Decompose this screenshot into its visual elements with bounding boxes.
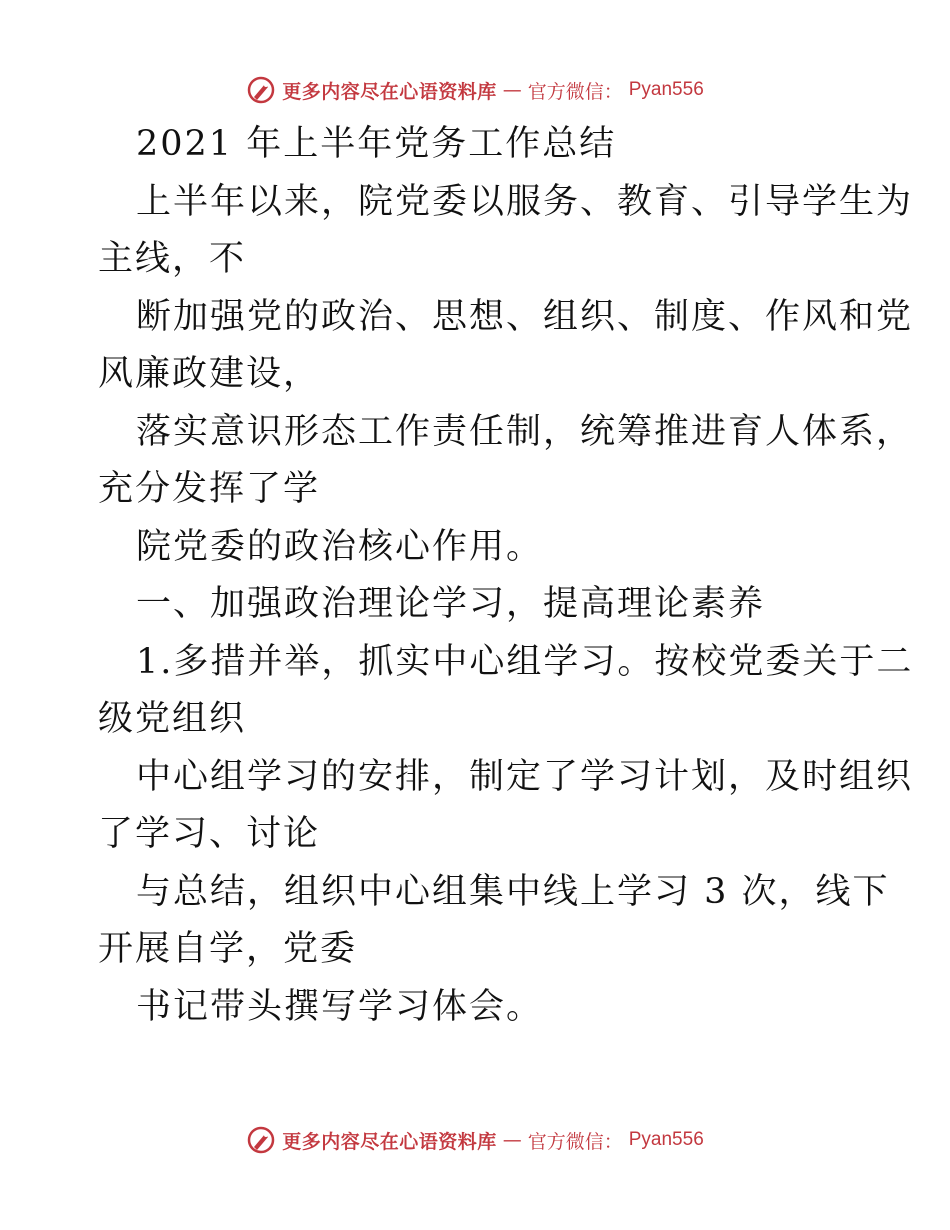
watermark-label: 官方微信： [527,80,623,103]
watermark-wechat-id: Pyan556 [628,1129,704,1150]
section-heading: 一、加强政治理论学习，提高理论素养 [136,584,766,624]
paragraph-line: 上半年以来，院党委以服务、教育、引导学生为 [136,181,914,222]
paragraph-line: 书记带头撰写学习体会。 [136,986,544,1027]
watermark-separator: — [502,79,522,101]
paragraph-line: 开展自学，党委 [98,929,358,969]
watermark-brand: 更多内容尽在心语资料库 [282,80,497,103]
paragraph-line: 了学习、讨论 [98,814,321,854]
paragraph-line: 风廉政建设， [98,354,321,394]
watermark-label: 官方微信： [527,1130,623,1153]
paragraph-line: 落实意识形态工作责任制，统筹推进育人体系， [136,411,914,452]
header-watermark [0,70,950,110]
paragraph-line: 中心组学习的安排，制定了学习计划，及时组织 [136,756,914,797]
paragraph-line: 充分发挥了学 [98,469,321,509]
pen-nib-logo-icon [246,75,276,105]
paragraph-line: 断加强党的政治、思想、组织、制度、作风和党 [136,296,914,337]
paragraph-line: 1.多措并举，抓实中心组学习。按校党委关于二 [136,641,914,682]
paragraph-line: 院党委的政治核心作用。 [136,526,544,567]
document-body [98,116,914,1036]
pen-nib-logo-icon [246,1125,276,1155]
watermark-wechat-id: Pyan556 [628,79,704,100]
paragraph-line: 主线，不 [98,239,247,279]
paragraph-line: 级党组织 [98,699,247,739]
watermark-separator: — [502,1129,522,1151]
paragraph-line: 与总结，组织中心组集中线上学习 3 次，线下 [136,871,890,912]
document-title: 2021 年上半年党务工作总结 [136,124,617,164]
footer-watermark [0,1120,950,1160]
watermark-brand: 更多内容尽在心语资料库 [282,1130,497,1153]
